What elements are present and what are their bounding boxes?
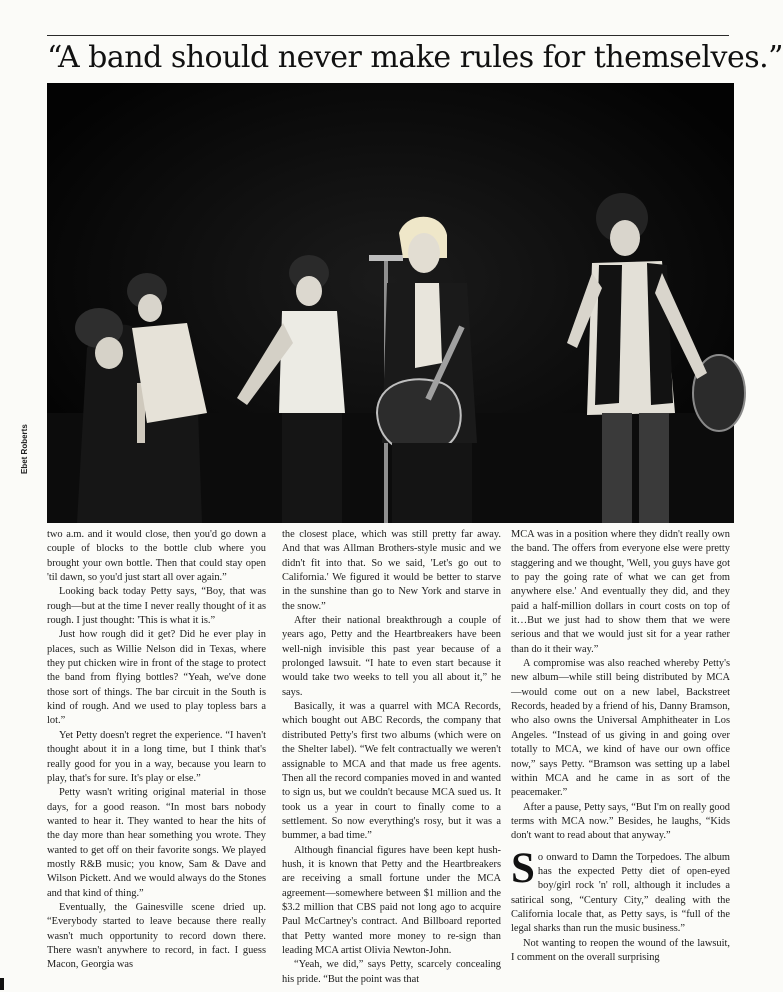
paragraph: Not wanting to reopen the wound of the lawsuit, I comment on the overall surprising — [511, 937, 730, 963]
top-rule — [47, 35, 729, 36]
paragraph: MCA was in a position where they didn't really own the band. The offers from everyone else were pretty staggering and we thought, 'Well, you guys have got to pay the going rate of what we can get from anywhere else.' And eventually they did, and they paid a half-million dollars in court costs on top of it…But we just had to show them that we were serious and that we would just sit for a year rather than do it their way.” — [511, 529, 730, 655]
paragraph: Basically, it was a quarrel with MCA Records, which bought out ABC Records, the company that distributed Petty's first two albums (which were on the Shelter label). “We felt contractually we weren't assignable to MCA and that made us free agents. Then all the record companies moved in and wanted to sign us, but we couldn't because MCA sued us. It took us a year in court to finally come to a settlement. So now everything's rosy, but it was a bummer, a bad time.” — [282, 701, 501, 842]
article-column-2 — [282, 528, 501, 985]
article-column-3 — [511, 528, 730, 968]
band-photo-illustration — [47, 83, 734, 523]
dropcap-paragraph-text: o onward to Damn the Torpedoes. The album has the expected Petty diet of open-eyed boy/girl rock 'n' roll, although it includes a satirical song, “Century City,” dealing with the California locale that, as Petty says, is “full of the legal sharks than run the music business.” — [511, 851, 730, 935]
photo-credit: Ebet Roberts — [20, 424, 29, 474]
paragraph: “Yeah, we did,” says Petty, scarcely concealing his pride. “But the point was that — [282, 959, 501, 985]
dropcap-paragraph — [511, 844, 730, 937]
paragraph: Yet Petty doesn't regret the experience. “I haven't thought about it in a long time, but I think that's really good for you in a way, because you learn to play, that's for sure. It's play or else.” — [47, 729, 266, 784]
paragraph: Petty wasn't writing original material in those days, for a good reason. “In most bars nobody wanted to hear it. They wanted to hear the hits of the day more than hear something you wrote. They wanted to get off on their favorite songs. We played mostly R&B music; you know, Sam & Dave and Wilson Pickett. And we would always do the Stones and that kind of thing.” — [47, 787, 266, 899]
article-column-1 — [47, 528, 266, 971]
paragraph: two a.m. and it would close, then you'd go down a couple of blocks to the bottle club where you brought your own bottle. Then that could stay open 'til dawn, so you'd just start all over again.” — [47, 529, 266, 584]
paragraph: Just how rough did it get? Did he ever play in places, such as Willie Nelson did in Texas, where they put chicken wire in front of the stage to protect the band from flying bottles? “Yeah, we've done those sort of things. The bar circuit in the South is kind of rough. And we used to play topless bars a lot.” — [47, 629, 266, 727]
paragraph: After their national breakthrough a couple of years ago, Petty and the Heartbreakers have been well-nigh invisible this past year because of a prolonged lawsuit. “I hate to even start because it would take two weeks to tell you all about it,” he says. — [282, 615, 501, 698]
pull-quote-headline: “A band should never make rules for themselves.” — [47, 40, 783, 75]
paragraph: After a pause, Petty says, “But I'm on really good terms with MCA now.” Besides, he laughs, “Kids don't want to read about that anyway.” — [511, 801, 730, 842]
drop-cap: S — [511, 844, 535, 892]
paragraph: Although financial figures have been kept hush-hush, it is known that Petty and the Heartbreakers are receiving a small fortune under the MCA agreement—somewhere between $1 million and the $3.2 million that CBS paid not long ago to acquire Paul McCartney's contract. And Billboard reported that Petty wanted more money to re-sign than leading MCA artist Olivia Newton-John. — [282, 844, 501, 956]
concert-band-photo — [47, 83, 734, 523]
paragraph: the closest place, which was still pretty far away. And that was Allman Brothers-style music and we didn't fit into that. So we said, 'Let's go out to California.' We figured it would be better to starve in the sunshine than go to New York and starve in the snow.” — [282, 529, 501, 612]
paragraph: Eventually, the Gainesville scene dried up. “Everybody started to leave because there really wasn't much opportunity to record down there. There wasn't anywhere to record, in fact. I guess Macon, Georgia was — [47, 901, 266, 971]
paragraph: Looking back today Petty says, “Boy, that was rough—but at the time I never really thought of it as rough. I just thought: 'This is what it is.” — [47, 586, 266, 627]
page-edge-mark — [0, 978, 4, 990]
paragraph: A compromise was also reached whereby Petty's new album—while still being distributed by MCA—would come out on a new label, Backstreet Records, headed by a friend of his, Danny Bramson, who also owns the Universal Amphitheater in Los Angeles. “Instead of us giving in and going over totally to MCA, we kind of have our own office now,” says Petty. “Bramson was setting up a label within MCA and he came in as sort of the peacemaker.” — [511, 658, 730, 799]
